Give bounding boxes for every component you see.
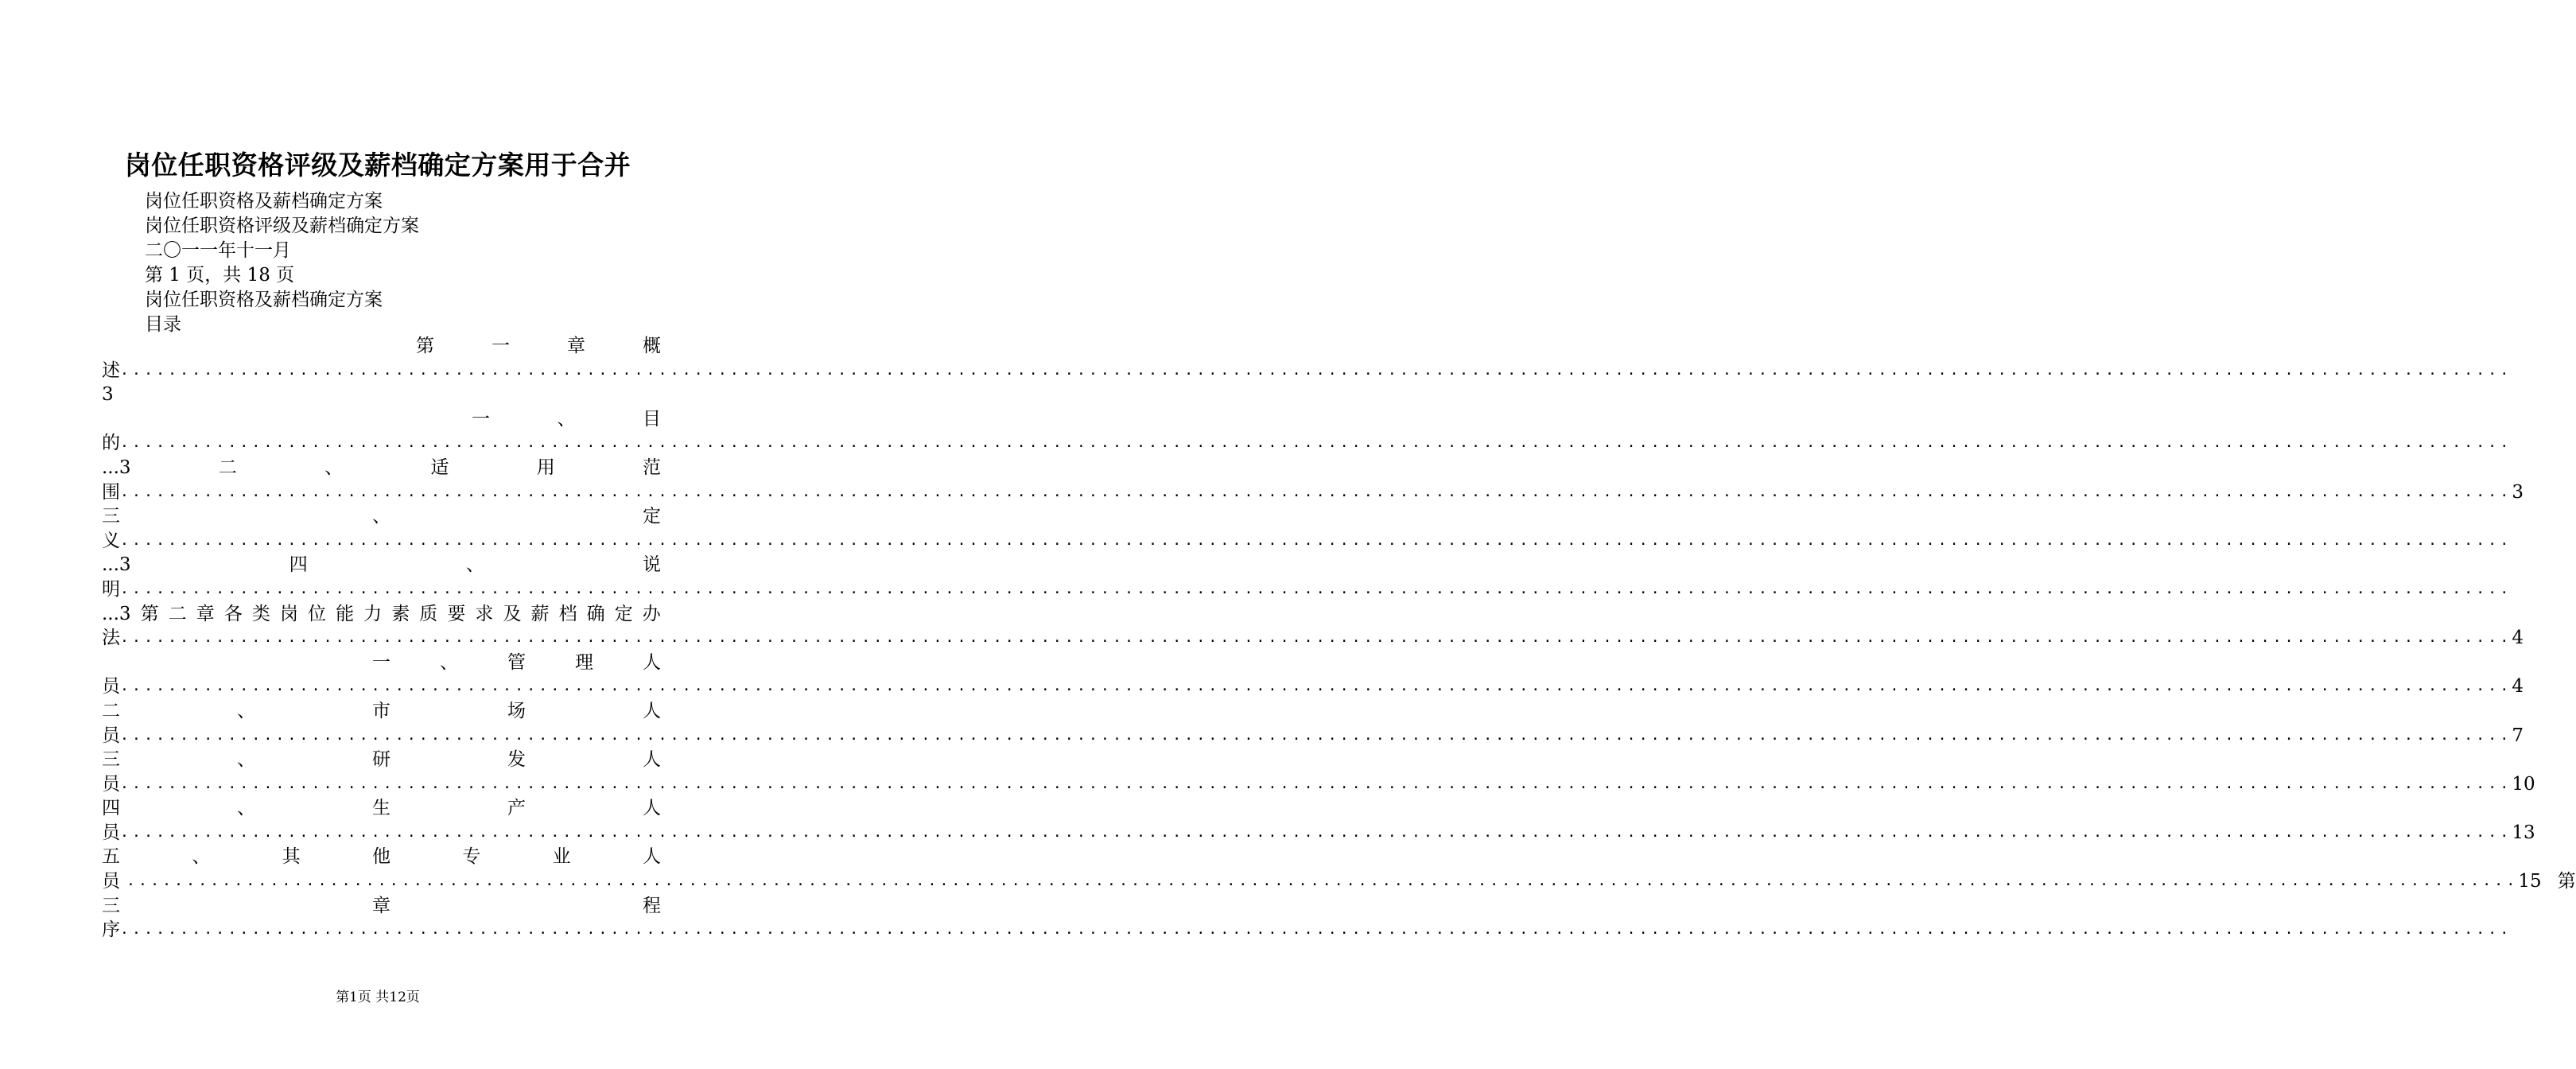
leader-dots: ........................................................................................................................................................................................................	[120, 483, 2512, 500]
toc-row: 义 ........................................................................................................................................................................................................	[102, 529, 661, 554]
toc-row: 员 ........................................................................................................................................................................................................ 4	[102, 674, 661, 699]
toc-row: 员 ........................................................................................................................................................................................................ 10	[102, 772, 661, 797]
intro-block	[145, 189, 419, 337]
leader-dots: ........................................................................................................................................................................................................	[120, 629, 2512, 647]
toc-row: 五 、 其 他 专 业 人	[102, 846, 661, 868]
toc-row	[102, 383, 661, 407]
toc-char: 能	[336, 603, 355, 624]
intro-line: 岗位任职资格及薪档确定方案	[145, 290, 383, 310]
intro-line: 二〇一一年十一月	[145, 240, 291, 261]
intro-line: 第 1 页，共 18 页	[145, 265, 295, 286]
toc-heading: 目录	[145, 314, 181, 335]
toc-row: 三 、 定	[102, 506, 661, 527]
toc-char: 第	[140, 603, 159, 624]
toc-row: 述 ........................................................................................................................................................................................................	[102, 359, 661, 383]
toc-row: 明 ........................................................................................................................................................................................................	[102, 577, 661, 602]
document-title: 岗位任职资格评级及薪档确定方案用于合并	[124, 150, 631, 181]
toc-row: 序 ........................................................................................................................................................................................................	[102, 918, 661, 943]
toc-page-number: 3	[102, 384, 114, 406]
toc-row: 员 ........................................................................................................................................................................................................ 13	[102, 821, 661, 845]
intro-line: 岗位任职资格评级及薪档确定方案	[145, 216, 419, 236]
toc-row: 的 ........................................................................................................................................................................................................	[102, 431, 661, 456]
toc-row: 一 、 目	[472, 408, 661, 430]
leader-dots: ........................................................................................................................................................................................................	[120, 775, 2512, 792]
leader-dots: ........................................................................................................................................................................................................	[120, 531, 2512, 549]
toc-row: 员 ........................................................................................................................................................................................................ 7	[102, 724, 661, 748]
leader-dots: ........................................................................................................................................................................................................	[120, 726, 2512, 744]
toc-row: 法 ........................................................................................................................................................................................................ 4	[102, 626, 661, 651]
toc-row: 四 、 生 产 人	[102, 798, 661, 819]
intro-line: 岗位任职资格及薪档确定方案	[145, 191, 383, 212]
toc-row: 围 ........................................................................................................................................................................................................ 3	[102, 480, 661, 505]
toc-char: 档	[558, 603, 577, 624]
leader-dots: ........................................................................................................................................................................................................	[120, 678, 2512, 695]
toc-char: 素	[391, 603, 410, 624]
toc-row: ...3 四 、 说	[102, 554, 661, 576]
toc-row: 二 、 市 场 人	[102, 700, 661, 721]
toc-char: 确	[586, 603, 605, 624]
toc-char: 位	[308, 603, 327, 624]
leader-dots: ........................................................................................................................................................................................................	[120, 580, 2512, 597]
toc-char: 章	[196, 603, 215, 624]
toc-char: 各	[223, 603, 243, 624]
toc-char: ...3	[102, 603, 131, 624]
toc-char: 办	[642, 603, 661, 624]
toc-char: 二	[168, 603, 187, 624]
toc-char: 类	[251, 603, 270, 624]
leader-dots: ........................................................................................................................................................................................................	[120, 823, 2512, 841]
toc-char: 求	[475, 603, 494, 624]
toc-char: 要	[447, 603, 466, 624]
toc-char: 力	[363, 603, 383, 624]
toc-row: 三 、 研 发 人	[102, 749, 661, 771]
table-of-contents	[102, 334, 2576, 943]
toc-row: 一 、 管 理 人	[372, 651, 661, 673]
page-footer: 第1页 共12页	[336, 989, 420, 1005]
leader-dots: ........................................................................................................................................................................................................	[120, 361, 2512, 379]
toc-char: 质	[419, 603, 438, 624]
toc-char: 定	[614, 603, 633, 624]
toc-row: 员 ........................................................................................................................................................................................................ 15 第	[102, 869, 661, 894]
toc-row	[102, 602, 661, 627]
toc-row: 第 一 章 概	[416, 336, 661, 356]
leader-dots: ........................................................................................................................................................................................................	[126, 873, 2519, 890]
toc-char: 岗	[279, 603, 298, 624]
toc-char: 薪	[530, 603, 550, 624]
leader-dots: ........................................................................................................................................................................................................	[120, 921, 2512, 939]
toc-row: ...3 二 、 适 用 范	[102, 457, 661, 478]
toc-char: 及	[503, 603, 522, 624]
toc-row: 三 章 程	[102, 895, 661, 916]
leader-dots: ........................................................................................................................................................................................................	[120, 434, 2512, 452]
